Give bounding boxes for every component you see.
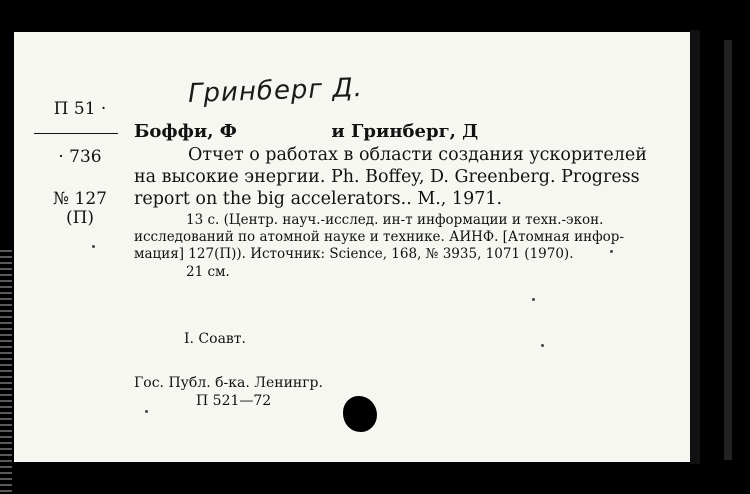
divider <box>34 133 118 134</box>
authors-line <box>134 121 694 142</box>
title-line: report on the big accelerators.. М., 1971. <box>134 189 503 209</box>
shelf-mark: П 521—72 <box>196 393 272 409</box>
library-line: Гос. Публ. б-ка. Ленингр. <box>134 375 323 391</box>
speck <box>145 410 148 413</box>
title-line: на высокие энергии. Ph. Boffey, D. Greenberg. Progress <box>134 167 640 187</box>
author-first: Боффи, Ф <box>134 121 237 142</box>
speck <box>541 344 544 347</box>
bibliographic-note: исследований по атомной науке и технике. АИНФ. [Атомная инфор- <box>134 229 625 245</box>
scan-noise <box>0 250 12 494</box>
speck <box>532 298 535 301</box>
speck <box>610 250 613 253</box>
catalog-code: № 127 <box>53 189 107 209</box>
author-second: и Гринберг, Д <box>331 121 479 142</box>
tracing-line: I. Соавт. <box>184 331 246 347</box>
catalog-code: (П) <box>65 208 95 228</box>
bibliographic-note: 21 см. <box>186 264 230 280</box>
handwritten-note: Гринберг Д. <box>187 72 364 110</box>
punch-hole <box>343 396 377 432</box>
title-line: Отчет о работах в области создания ускорителей <box>188 145 647 165</box>
catalog-code: · 736 <box>58 147 102 167</box>
bibliographic-note: 13 с. (Центр. науч.-исслед. ин-т информации и техн.-экон. <box>186 212 604 228</box>
speck <box>92 245 95 248</box>
bibliographic-note: мация] 127(П)). Источник: Science, 168, № 3935, 1071 (1970). <box>134 246 574 262</box>
catalog-code: П 51 · <box>53 99 107 119</box>
